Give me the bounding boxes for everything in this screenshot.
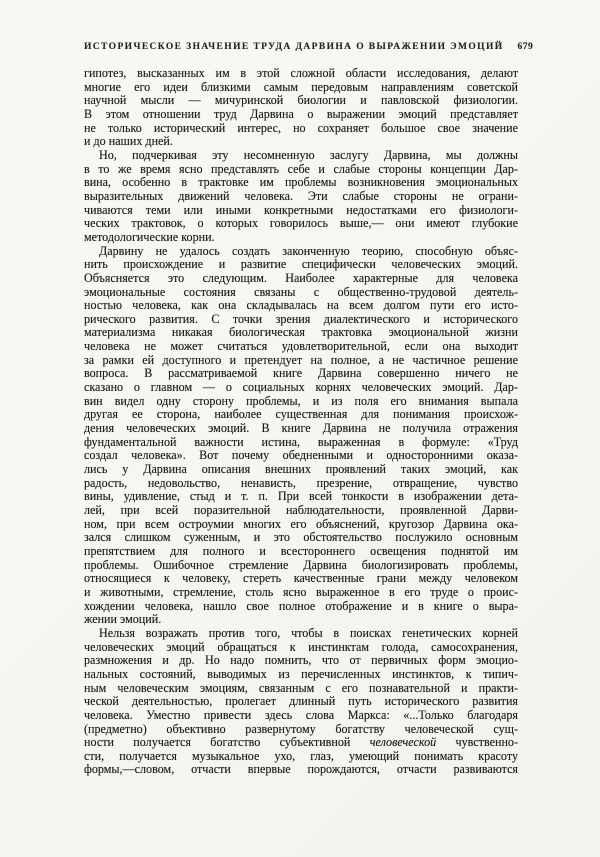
text-line: размножения и др. Но надо помнить, что от первичных форм эмоцио- [84, 653, 518, 668]
text-line: зался слишком суженным, и это обстоятельство послужило основным [84, 530, 518, 545]
text-line: Но, подчеркивая эту несомненную заслугу Дарвина, мы должны [99, 147, 518, 162]
text-line: лей, при всей поразительной наблюдательности, проявленной Дарви- [84, 503, 518, 517]
text-line: сти, получается музыкальное ухо, глаз, умеющий понимать красоту [84, 748, 518, 763]
text-line: формы,—словом, отчасти впервые порождаются, отчасти развиваются [84, 762, 518, 777]
text-line: не только исторический интерес, но сохраняет большое свое значение [84, 120, 518, 135]
text-line: препятствием для полного и всестороннего освещения поднятой им [84, 543, 518, 558]
text-line: проблемы. Ошибочное стремление Дарвина биологизировать проблемы, [84, 557, 518, 572]
text-line: вина, особенно в трактовке им проблемы возникновения эмоциональных [84, 175, 518, 190]
paragraph [84, 627, 518, 777]
text-line: Нельзя возражать против того, чтобы в поисках генетических корней [99, 625, 518, 640]
text-line: Дарвину не удалось создать законченную теорию, способную объяс- [99, 243, 518, 258]
italic-text: человеческой [369, 735, 437, 750]
text-line: лись у Дарвина описания внешних проявлений таких эмоций, как [84, 462, 518, 477]
text-line: выразительных движений человека. Эти слабые стороны не ограни- [84, 188, 518, 203]
text-line: ческой деятельностью, пролегает длинный путь исторического развития [84, 694, 518, 709]
text-line: дения человеческих эмоций. В книге Дарвина не получила отражения [84, 421, 518, 436]
text-line: многие его идеи близкими самым передовым направлениям советской [84, 79, 518, 94]
text-line: нить происхождение и развитие специфически человеческих эмоций. [84, 257, 518, 272]
text-line: хождении человека, нашло свое полное отображение и в книге о выра- [84, 598, 518, 613]
body-text [84, 67, 518, 777]
text-line: ным человеческим эмоциям, связанным с его познавательной и практи- [84, 680, 518, 695]
text-line: вопроса. В рассматриваемой книге Дарвина совершенно ничего не [84, 366, 518, 381]
text-line: рического развития. С точки зрения диалектического и исторического [84, 311, 518, 326]
text-segment: ности получается богатство субъективной [84, 735, 370, 750]
text-line: гипотез, высказанных им в этой сложной области исследования, делают [84, 66, 518, 80]
text-line: человека. Уместно привести здесь слова Маркса: «...Только благодаря [84, 707, 518, 722]
text-line: и животными, стремление, столь ясно выраженное в его труде о проис- [84, 584, 518, 599]
paragraph [84, 149, 518, 245]
text-line: фундаментальной важности истина, выраженная в формуле: «Труд [84, 434, 518, 449]
text-line: ческих трактовок, о которых говорилось выше,— они имеют глубокие [84, 216, 518, 231]
text-segment: чувственно- [436, 735, 518, 750]
text-line: ном, при всем остроумии многих его объяснений, кругозор Дарвина ока- [84, 516, 518, 531]
running-head [84, 42, 534, 52]
text-line: (предметно) объективно развернутому богатству человеческой сущ- [84, 721, 518, 736]
text-line: научной мысли — мичуринской биологии и павловской физиологии. [84, 93, 518, 108]
text-line: в то же время ясно представлять себе и слабые стороны концепции Дар- [84, 161, 518, 176]
text-line: относящиеся к человеку, стереть качественные грани между человеком [84, 571, 518, 586]
text-line: создал человека». Вот почему обедненными и односторонними оказа- [84, 448, 518, 463]
text-line: чиваются теми или иными конкретными недостатками его физиологи- [84, 202, 518, 217]
text-line: и до наших дней. [84, 134, 173, 149]
text-line [84, 736, 518, 750]
page-number: 679 [517, 42, 534, 52]
text-line: другая ее сторона, наиболее существенная для понимания происхож- [84, 407, 518, 422]
text-line: сказано о главном — о социальных корнях человеческих эмоций. Дар- [84, 380, 518, 395]
text-line: ностью человека, как она складывалась на всем долгом пути его исто- [84, 298, 518, 313]
text-line: нальных состояний, выводимых из перечисленных инстинктов, к типич- [84, 666, 518, 681]
paragraph [84, 245, 518, 627]
text-line: вин видел одну сторону проблемы, и из поля его внимания выпала [84, 393, 518, 408]
text-line: эмоциональные состояния связаны с общественно-трудовой деятель- [84, 284, 518, 299]
page-title: ИСТОРИЧЕСКОЕ ЗНАЧЕНИЕ ТРУДА ДАРВИНА О ВЫРАЖЕНИИ ЭМОЦИЙ [84, 42, 504, 52]
text-line: Объясняется это следующим. Наиболее характерные для человека [84, 270, 518, 285]
text-line: человека не может считаться удовлетворительной, если она выходит [84, 339, 518, 354]
text-line: радость, недовольство, ненависть, презрение, отвращение, чувство [84, 475, 518, 490]
text-line: В этом отношении труд Дарвина о выражении эмоций представляет [84, 106, 518, 121]
text-line: вины, удивление, стыд и т. п. При всей тонкости в изображении дета- [84, 489, 518, 504]
text-line: методологические корни. [84, 229, 215, 244]
paragraph [84, 67, 518, 149]
text-line: человеческих эмоций обращаться к инстинктам голода, самосохранения, [84, 639, 518, 654]
text-line: за рамки ей доступного и претендует на полное, а не частичное решение [84, 352, 518, 367]
text-line: материализма никакая биологическая трактовка эмоциональной жизни [84, 325, 518, 340]
text-line: жении эмоций. [84, 612, 162, 627]
